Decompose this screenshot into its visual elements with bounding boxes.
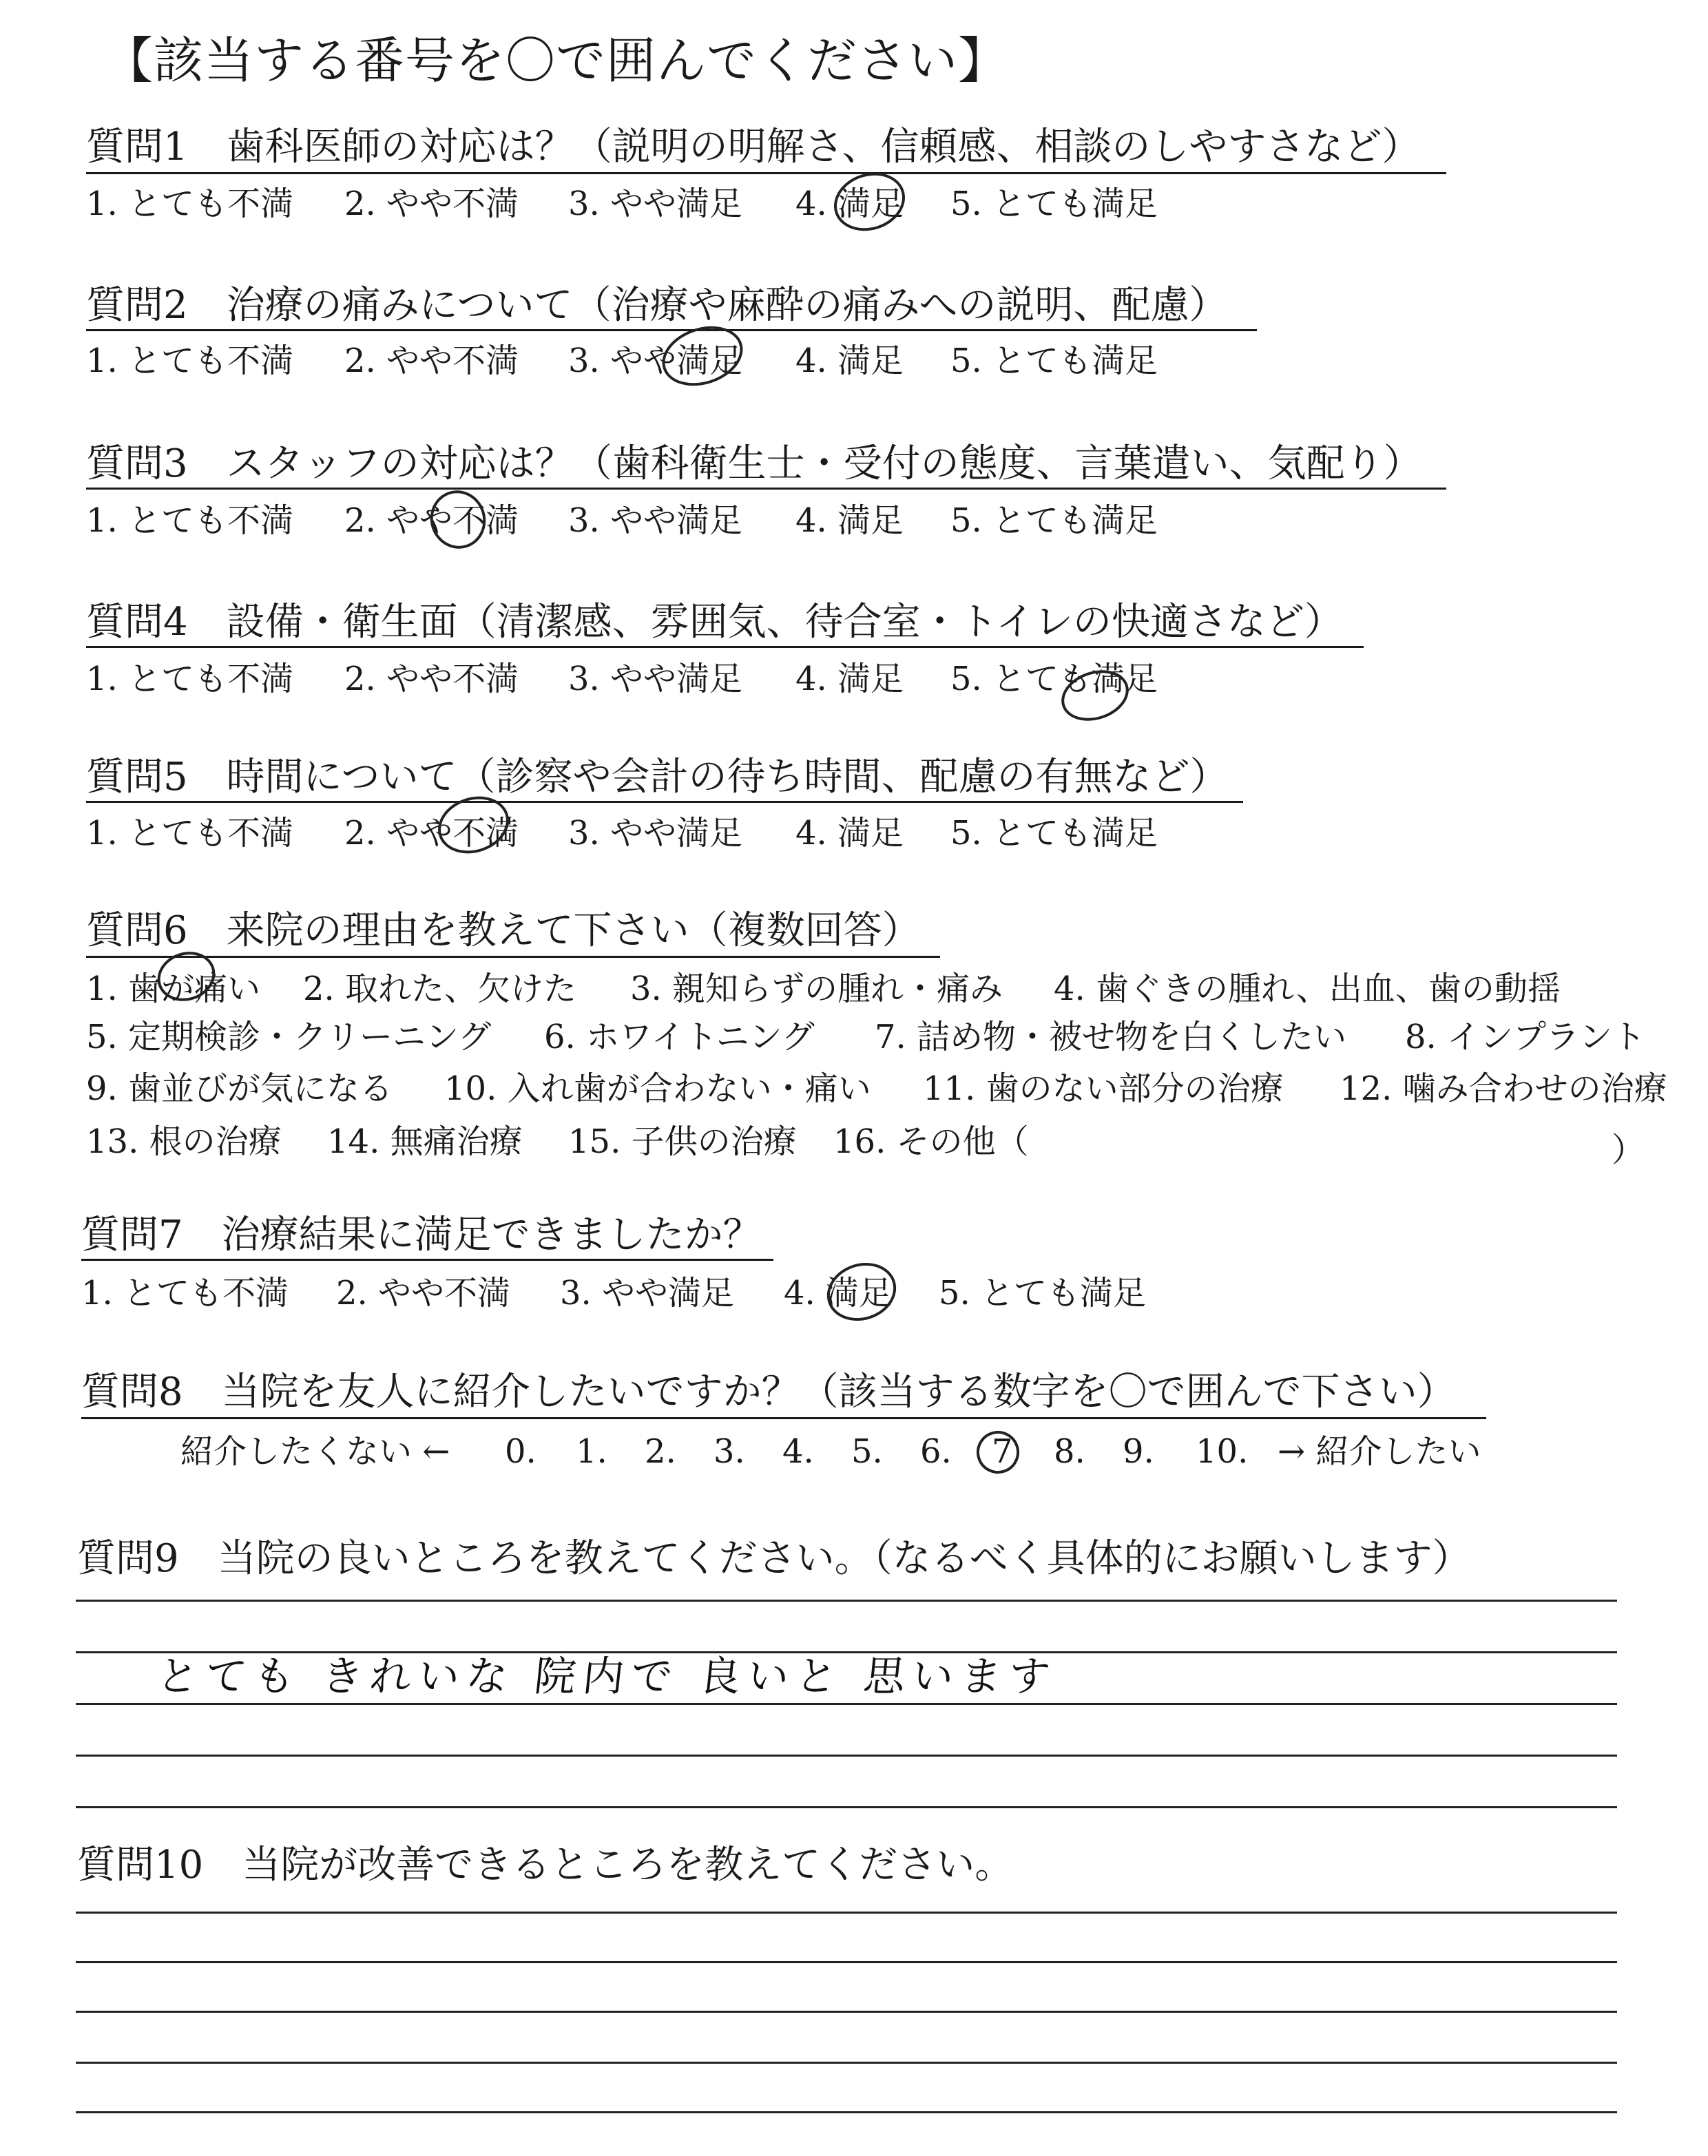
q2-option-1[interactable]: 1. とても不満 <box>86 342 294 380</box>
q3-option-4[interactable]: 4. 満足 <box>795 501 904 540</box>
q6-option-4[interactable]: 4. 歯ぐきの腫れ、出血、歯の動揺 <box>1054 970 1561 1008</box>
q1-option-3[interactable]: 3. やや満足 <box>568 185 743 223</box>
q3-option-1[interactable]: 1. とても不満 <box>86 501 294 540</box>
q8-title: 質問8 当院を友人に紹介したいですか？（該当する数字を〇で囲んで下さい） <box>81 1370 1456 1414</box>
q8-scale-9[interactable]: 9. <box>1123 1432 1154 1471</box>
q6-other-close-paren: ） <box>1612 1131 1645 1169</box>
q3-option-5[interactable]: 5. とても満足 <box>950 501 1158 540</box>
q8-scale-0[interactable]: 0. <box>505 1432 537 1471</box>
q3-title: 質問3 スタッフの対応は？（歯科衛生士・受付の態度、言葉遣い、気配り） <box>86 441 1422 486</box>
q9-answer-line-3 <box>76 1703 1617 1705</box>
q9-title: 質問9 当院の良いところを教えてください。（なるべく具体的にお願いします） <box>77 1536 1471 1581</box>
q2-option-3[interactable]: 3. やや満足 <box>568 342 743 380</box>
q6-option-8[interactable]: 8. インプラント <box>1405 1018 1646 1056</box>
q2-option-5[interactable]: 5. とても満足 <box>950 342 1158 380</box>
q10-answer-line-1 <box>76 1912 1617 1914</box>
q1-underline <box>86 172 1446 174</box>
q8-left-label: 紹介したくない ← <box>180 1432 450 1471</box>
q10-answer-line-2 <box>76 1961 1617 1963</box>
q2-title: 質問2 治療の痛みについて（治療や麻酔の痛みへの説明、配慮） <box>86 283 1228 328</box>
q6-option-11[interactable]: 11. 歯のない部分の治療 <box>923 1069 1284 1108</box>
q1-option-1[interactable]: 1. とても不満 <box>86 185 294 223</box>
q6-option-3[interactable]: 3. 親知らずの腫れ・痛み <box>630 970 1003 1008</box>
q7-option-2[interactable]: 2. やや不満 <box>336 1274 511 1312</box>
q10-answer-line-3 <box>76 2011 1617 2013</box>
q4-option-2[interactable]: 2. やや不満 <box>344 660 519 698</box>
q8-scale-8[interactable]: 8. <box>1054 1432 1085 1471</box>
q6-row-1 <box>86 970 1670 1008</box>
q1-option-2[interactable]: 2. やや不満 <box>344 185 519 223</box>
page-heading: 【該当する番号を〇で囲んでください】 <box>103 32 1009 90</box>
q5-title: 質問5 時間について（診察や会計の待ち時間、配慮の有無など） <box>86 755 1229 799</box>
q10-answer-line-4 <box>76 2062 1617 2064</box>
q8-scale <box>0 1432 1708 1474</box>
q10-answer-line-5 <box>76 2111 1617 2113</box>
q6-row-2 <box>86 1018 1670 1056</box>
q8-scale-10[interactable]: 10. <box>1196 1432 1249 1471</box>
q8-scale-3[interactable]: 3. <box>714 1432 745 1471</box>
q6-underline <box>86 956 940 958</box>
q6-option-7[interactable]: 7. 詰め物・被せ物を白くしたい <box>875 1018 1347 1056</box>
q7-option-3[interactable]: 3. やや満足 <box>560 1274 735 1312</box>
q7-title: 質問7 治療結果に満足できましたか？ <box>81 1213 762 1257</box>
q9-answer-line-4 <box>76 1755 1617 1757</box>
q3-selection-circle <box>423 483 493 556</box>
q3-underline <box>86 488 1446 490</box>
q6-option-14[interactable]: 14. 無痛治療 <box>327 1122 523 1161</box>
q8-scale-1[interactable]: 1. <box>576 1432 607 1471</box>
q5-option-5[interactable]: 5. とても満足 <box>950 814 1158 852</box>
q8-scale-2[interactable]: 2. <box>645 1432 676 1471</box>
q6-option-16[interactable]: 16. その他（ <box>833 1122 1029 1161</box>
q6-option-9[interactable]: 9. 歯並びが気になる <box>86 1069 393 1108</box>
q4-option-1[interactable]: 1. とても不満 <box>86 660 294 698</box>
q6-row-3 <box>86 1069 1670 1108</box>
q6-option-12[interactable]: 12. 噛み合わせの治療 <box>1340 1069 1667 1108</box>
q4-option-5[interactable]: 5. とても満足 <box>950 660 1158 698</box>
q6-option-1[interactable]: 1. 歯が痛い <box>86 970 261 1008</box>
q8-scale-7[interactable]: 7 <box>992 1432 1013 1471</box>
q8-right-label: → 紹介したい <box>1278 1432 1481 1471</box>
q6-option-10[interactable]: 10. 入れ歯が合わない・痛い <box>444 1069 871 1108</box>
q5-option-3[interactable]: 3. やや満足 <box>568 814 743 852</box>
q5-option-4[interactable]: 4. 満足 <box>795 814 904 852</box>
q7-option-5[interactable]: 5. とても満足 <box>939 1274 1147 1312</box>
q6-option-13[interactable]: 13. 根の治療 <box>86 1122 282 1161</box>
q6-row-4 <box>86 1122 1670 1169</box>
q4-title: 質問4 設備・衛生面（清潔感、雰囲気、待合室・トイレの快適さなど） <box>86 600 1343 645</box>
q7-underline <box>81 1259 773 1261</box>
q8-scale-6[interactable]: 6. <box>920 1432 952 1471</box>
q9-answer-line-5 <box>76 1806 1617 1808</box>
q3-option-2[interactable]: 2. やや不満 <box>344 501 519 540</box>
q4-underline <box>86 646 1364 648</box>
q8-underline <box>81 1417 1486 1419</box>
q7-option-1[interactable]: 1. とても不満 <box>81 1274 289 1312</box>
q6-option-6[interactable]: 6. ホワイトニング <box>544 1018 815 1056</box>
q6-option-15[interactable]: 15. 子供の治療 <box>568 1122 797 1161</box>
q6-title: 質問6 来院の理由を教えて下さい（複数回答） <box>86 908 921 953</box>
q4-option-3[interactable]: 3. やや満足 <box>568 660 743 698</box>
q5-option-2[interactable]: 2. やや不満 <box>344 814 519 852</box>
q5-underline <box>86 801 1243 803</box>
q2-underline <box>86 329 1257 331</box>
q10-title: 質問10 当院が改善できるところを教えてください。 <box>77 1843 1014 1887</box>
q1-title: 質問1 歯科医師の対応は？（説明の明解さ、信頼感、相談のしやすさなど） <box>86 125 1421 169</box>
q7-option-4[interactable]: 4. 満足 <box>784 1274 893 1312</box>
q1-selection-circle <box>826 164 913 240</box>
q1-option-5[interactable]: 5. とても満足 <box>950 185 1158 223</box>
q6-option-5[interactable]: 5. 定期検診・クリーニング <box>86 1018 492 1056</box>
q5-option-1[interactable]: 1. とても不満 <box>86 814 294 852</box>
q3-option-3[interactable]: 3. やや満足 <box>568 501 743 540</box>
q1-option-4[interactable]: 4. 満足 <box>795 185 904 223</box>
q2-option-2[interactable]: 2. やや不満 <box>344 342 519 380</box>
q9-handwritten-answer[interactable]: とても きれいな 院内で 良いと 思います <box>154 1653 1059 1701</box>
q6-option-2[interactable]: 2. 取れた、欠けた <box>303 970 577 1008</box>
q8-scale-4[interactable]: 4. <box>782 1432 814 1471</box>
q4-option-4[interactable]: 4. 満足 <box>795 660 904 698</box>
q8-scale-5[interactable]: 5. <box>851 1432 883 1471</box>
q2-option-4[interactable]: 4. 満足 <box>795 342 904 380</box>
q7-selection-circle <box>820 1254 904 1330</box>
q9-answer-line-1 <box>76 1600 1617 1602</box>
